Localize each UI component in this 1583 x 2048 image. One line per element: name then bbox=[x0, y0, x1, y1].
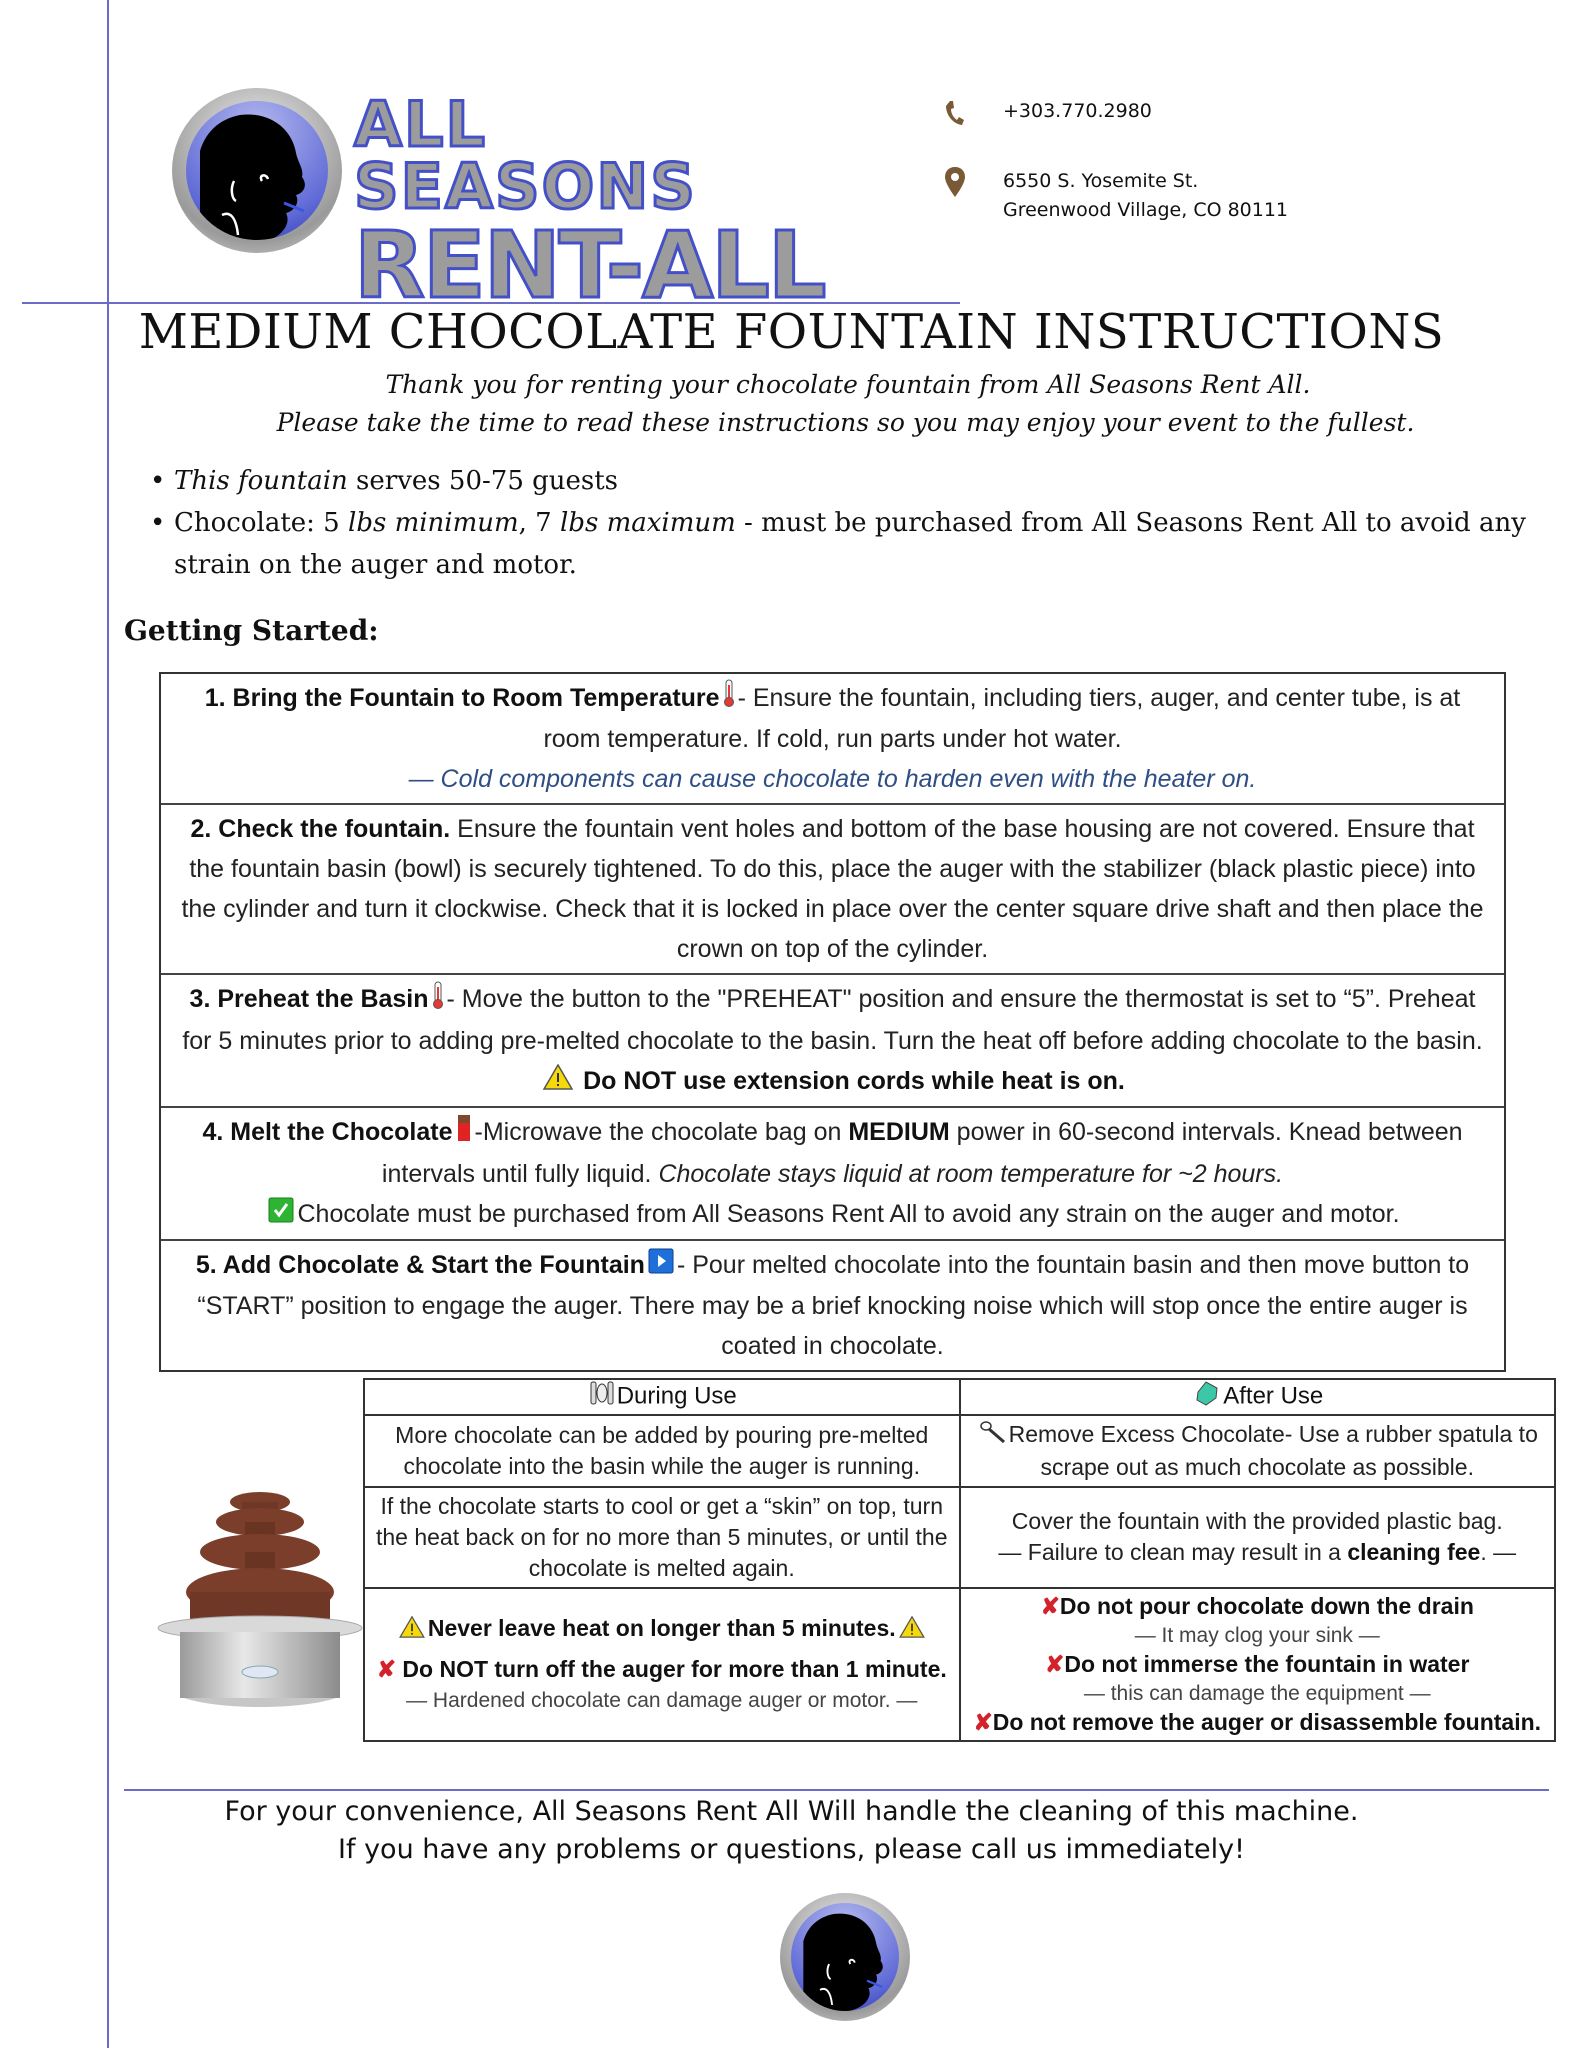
after-use-row bbox=[960, 1415, 1556, 1487]
step-text: -Microwave the chocolate bag on bbox=[474, 1118, 849, 1147]
step-warning: Do NOT use extension cords while heat is on. bbox=[583, 1066, 1125, 1095]
brand-wordmark bbox=[354, 88, 834, 319]
bullet-text: - must be purchased from All Seasons Rent All to avoid any strain on the auger and motor. bbox=[174, 508, 1526, 580]
warning-icon bbox=[899, 1615, 925, 1646]
chocolate-fountain-image bbox=[150, 1460, 370, 1715]
step-2 bbox=[161, 805, 1504, 975]
disassemble-warning: Do not remove the auger or disassemble fountain. bbox=[992, 1708, 1542, 1735]
step-text-bold: MEDIUM bbox=[848, 1118, 950, 1147]
warning-icon bbox=[399, 1615, 425, 1646]
check-mark-icon bbox=[268, 1195, 294, 1235]
spatula-icon bbox=[980, 1420, 1006, 1452]
after-use-header bbox=[960, 1379, 1556, 1415]
list-item: • Chocolate: 5 lbs minimum, 7 lbs maximum - must be purchased from All Seasons Rent All to avoid any strain on the auger and motor. bbox=[150, 508, 1526, 580]
during-use-title: During Use bbox=[616, 1382, 737, 1410]
after-use-text: Remove Excess Chocolate- Use a rubber spatula to scrape out as much chocolate as possible. bbox=[1008, 1421, 1538, 1480]
list-item: • This fountain serves 50-75 guests bbox=[150, 466, 619, 496]
summary-list bbox=[150, 460, 1530, 586]
brand-line1: ALL SEASONS bbox=[354, 88, 697, 223]
warning-icon bbox=[543, 1062, 573, 1102]
step-heading: 3. Preheat the Basin bbox=[189, 985, 429, 1014]
step-text: Ensure the fountain vent holes and bottom of the base housing are not covered. Ensure that the fountain basin (bowl) is securely tightened. To do this, place the auger with the stabilizer (black plastic piece) into the cylinder and turn it clockwise. Check that it is locked in place over the center square drive shaft and then place the crown on top of the cylinder. bbox=[181, 815, 1484, 964]
contact-address bbox=[945, 167, 1288, 225]
step-1 bbox=[161, 674, 1504, 805]
section-heading: Getting Started: bbox=[124, 614, 379, 647]
after-use-text: Cover the fountain with the provided plastic bag. bbox=[1011, 1508, 1503, 1535]
gorilla-logo-icon bbox=[172, 88, 342, 253]
after-use-note: — Failure to clean may result in a bbox=[998, 1539, 1348, 1566]
step-text-italic: Chocolate stays liquid at room temperature for ~2 hours. bbox=[658, 1159, 1284, 1188]
immerse-warning-note: — this can damage the equipment — bbox=[1083, 1681, 1431, 1705]
contact-phone bbox=[945, 100, 1288, 131]
during-use-row: If the chocolate starts to cool or get a “skin” on top, turn the heat back on for no more than 5 minutes, or until the chocolate is melted again. bbox=[364, 1487, 960, 1588]
after-use-note: . — bbox=[1480, 1539, 1517, 1566]
during-use-warnings bbox=[364, 1588, 960, 1741]
phone-link[interactable]: +303.770.2980 bbox=[1003, 100, 1152, 122]
gorilla-logo-icon bbox=[780, 1893, 910, 2021]
bullet-text: serves 50-75 guests bbox=[347, 466, 619, 496]
cross-mark-icon: ✘ bbox=[1045, 1650, 1065, 1677]
play-button-icon bbox=[648, 1246, 674, 1286]
during-use-header bbox=[364, 1379, 960, 1415]
bullet-text: lbs maximum bbox=[560, 508, 736, 538]
drain-warning-note: — It may clog your sink — bbox=[1134, 1623, 1380, 1647]
after-use-row bbox=[960, 1487, 1556, 1588]
drain-warning: Do not pour chocolate down the drain bbox=[1059, 1592, 1474, 1619]
step-text: - Move the button to the "PREHEAT" position and ensure the thermostat is set to “5”. Preheat for 5 minutes prior to adding pre-melted chocolate to the basin. Turn the heat off before adding chocolate to the basin. bbox=[182, 985, 1483, 1055]
after-use-title: After Use bbox=[1223, 1382, 1324, 1410]
step-heading: 4. Melt the Chocolate bbox=[202, 1118, 453, 1147]
steps-table bbox=[159, 672, 1506, 1372]
footer-rule bbox=[124, 1789, 1549, 1791]
chocolate-bar-icon bbox=[456, 1114, 472, 1154]
subtitle-read: Please take the time to read these instructions so you may enjoy your event to the fullest. bbox=[276, 408, 1415, 437]
cross-mark-icon: ✘ bbox=[1040, 1592, 1060, 1619]
immerse-warning: Do not immerse the fountain in water bbox=[1064, 1650, 1470, 1677]
step-4 bbox=[161, 1108, 1504, 1241]
heat-warning: Never leave heat on longer than 5 minutes. bbox=[427, 1615, 896, 1642]
care-table bbox=[363, 1378, 1556, 1742]
auger-warning-note: — Hardened chocolate can damage auger or motor. — bbox=[406, 1688, 918, 1712]
step-text: power in 60-second intervals. Knead between intervals until fully liquid. bbox=[381, 1118, 1463, 1188]
map-pin-icon bbox=[945, 167, 1003, 202]
step-heading: 2. Check the fountain. bbox=[190, 815, 451, 844]
brand-line2: RENT-ALL bbox=[354, 212, 825, 319]
step-5 bbox=[161, 1241, 1504, 1370]
bullet-text: Chocolate: 5 bbox=[174, 508, 348, 538]
auger-warning: Do NOT turn off the auger for more than 1 minute. bbox=[402, 1655, 947, 1682]
step-3 bbox=[161, 975, 1504, 1108]
thermometer-icon bbox=[723, 679, 735, 719]
bullet-text: , 7 bbox=[518, 508, 560, 538]
step-heading: 1. Bring the Fountain to Room Temperature bbox=[204, 684, 720, 712]
footer-contact-note: If you have any problems or questions, please call us immediately! bbox=[338, 1834, 1245, 1865]
sponge-icon bbox=[1194, 1380, 1220, 1414]
address-line1: 6550 S. Yosemite St. bbox=[1003, 170, 1199, 192]
bullet-text: This fountain bbox=[174, 466, 348, 496]
step-check-text: Chocolate must be purchased from All Seasons Rent All to avoid any strain on the auger and motor. bbox=[297, 1199, 1400, 1228]
cross-mark-icon: ✘ bbox=[973, 1708, 993, 1735]
step-text: - Pour melted chocolate into the fountain basin and then move button to “START” position to engage the auger. There may be a brief knocking noise which will stop once the entire auger is coated in chocolate. bbox=[197, 1250, 1470, 1361]
subtitle-thanks: Thank you for renting your chocolate fountain from All Seasons Rent All. bbox=[385, 370, 1311, 399]
step-text: - Ensure the fountain, including tiers, auger, and center tube, is at room temperature. If cold, run parts under hot water. bbox=[543, 684, 1461, 754]
during-use-row: More chocolate can be added by pouring pre-melted chocolate into the basin while the auger is running. bbox=[364, 1415, 960, 1487]
phone-icon bbox=[945, 100, 1003, 131]
page-title: MEDIUM CHOCOLATE FOUNTAIN INSTRUCTIONS bbox=[138, 304, 1445, 360]
address-line2: Greenwood Village, CO 80111 bbox=[1003, 199, 1289, 221]
step-note: — Cold components can cause chocolate to harden even with the heater on. bbox=[408, 765, 1257, 794]
bullet-text: lbs minimum bbox=[348, 508, 519, 538]
contact-block bbox=[945, 100, 1288, 225]
cross-mark-icon: ✘ bbox=[376, 1655, 403, 1682]
thermometer-icon bbox=[432, 981, 444, 1021]
cleaning-fee-text: cleaning fee bbox=[1347, 1539, 1481, 1566]
brand-logo bbox=[172, 88, 842, 319]
utensils-icon bbox=[590, 1380, 614, 1414]
step-heading: 5. Add Chocolate & Start the Fountain bbox=[195, 1250, 645, 1279]
footer-cleaning-note: For your convenience, All Seasons Rent All Will handle the cleaning of this machine. bbox=[224, 1796, 1359, 1827]
after-use-warnings bbox=[960, 1588, 1556, 1741]
